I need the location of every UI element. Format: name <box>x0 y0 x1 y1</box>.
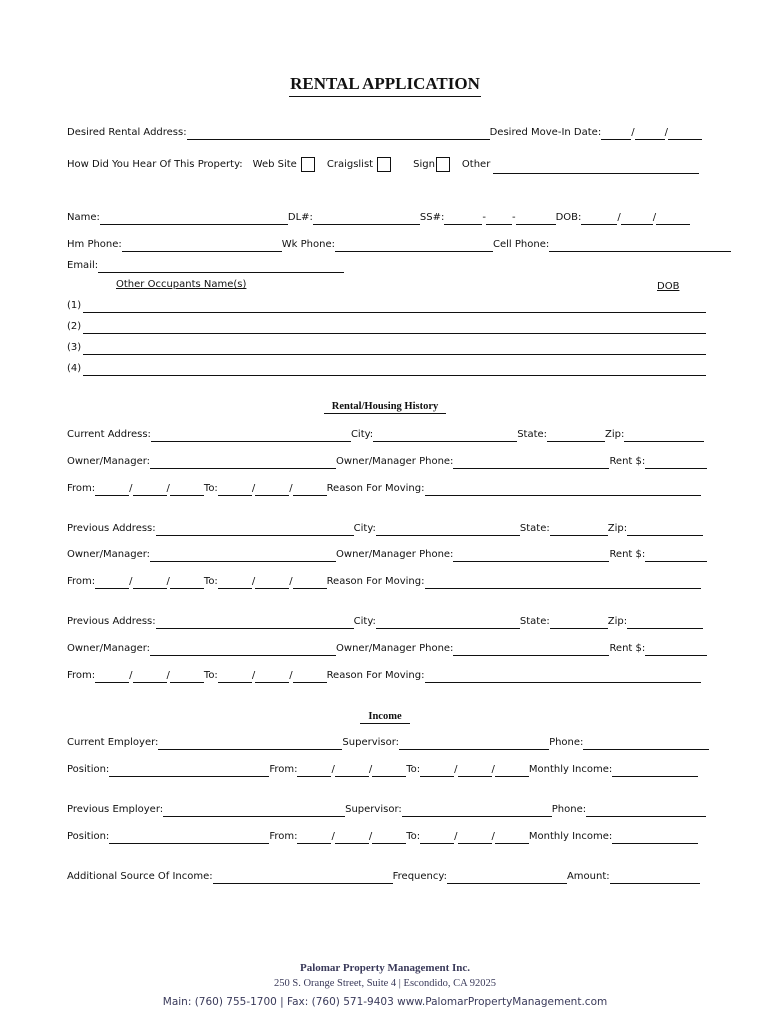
email-field[interactable] <box>98 260 344 273</box>
from-year-field[interactable] <box>170 576 204 589</box>
rent-label: Rent $: <box>609 549 646 560</box>
previous-employer-label: Previous Employer: <box>67 804 164 815</box>
from-month-field[interactable] <box>95 483 129 496</box>
cell-phone-field[interactable] <box>549 239 731 252</box>
to-year-field[interactable] <box>495 764 529 777</box>
previous-address-row-2 <box>67 615 703 629</box>
from-to-row-3: From: / / To: / / Reason For Moving: <box>67 669 701 683</box>
owner-manager-field[interactable] <box>150 643 336 656</box>
phone-row <box>67 238 731 252</box>
to-day-field[interactable] <box>458 831 492 844</box>
hm-phone-label: Hm Phone: <box>67 239 122 250</box>
reason-label: Reason For Moving: <box>326 483 425 494</box>
occupant-number: (2) <box>67 321 82 332</box>
position-field[interactable] <box>109 764 269 777</box>
current-employer-label: Current Employer: <box>67 737 159 748</box>
owner-manager-phone-label: Owner/Manager Phone: <box>336 643 454 654</box>
dob-label: DOB: <box>555 212 582 223</box>
from-label: From: <box>269 831 298 842</box>
city-label: City: <box>353 523 376 534</box>
dob-year-field[interactable] <box>656 212 690 225</box>
sign-label: Sign <box>413 159 435 170</box>
current-employer-row <box>67 736 709 750</box>
city-label: City: <box>353 616 376 627</box>
supervisor-label: Supervisor: <box>345 804 402 815</box>
phone-label: Phone: <box>549 737 584 748</box>
name-row: Name: DL#: SS#: - - DOB: / / <box>67 211 690 225</box>
previous-address-label: Previous Address: <box>67 616 156 627</box>
from-year-field[interactable] <box>372 764 406 777</box>
from-month-field[interactable] <box>95 576 129 589</box>
from-year-field[interactable] <box>170 670 204 683</box>
ss-part2-field[interactable] <box>486 212 512 225</box>
city-field[interactable] <box>376 523 520 536</box>
additional-income-row <box>67 870 700 884</box>
position-label: Position: <box>67 764 110 775</box>
wk-phone-label: Wk Phone: <box>281 239 335 250</box>
occupants-dob-header: DOB <box>657 281 680 292</box>
owner-manager-phone-label: Owner/Manager Phone: <box>336 549 454 560</box>
move-in-year-field[interactable] <box>668 127 702 140</box>
supervisor-field[interactable] <box>399 737 549 750</box>
from-day-field[interactable] <box>335 831 369 844</box>
to-day-field[interactable] <box>255 576 289 589</box>
move-in-label: Desired Move-In Date: <box>489 127 602 138</box>
dl-field[interactable] <box>313 212 420 225</box>
reason-field[interactable] <box>425 576 701 589</box>
position-label: Position: <box>67 831 110 842</box>
from-day-field[interactable] <box>133 483 167 496</box>
previous-employer-row <box>67 803 706 817</box>
occupant-row-1 <box>67 299 706 313</box>
frequency-label: Frequency: <box>392 871 447 882</box>
frequency-field[interactable] <box>447 871 567 884</box>
move-in-month-field[interactable] <box>601 127 631 140</box>
to-label: To: <box>203 483 218 494</box>
from-day-field[interactable] <box>133 576 167 589</box>
current-employer-field[interactable] <box>158 737 342 750</box>
monthly-income-field[interactable] <box>612 764 698 777</box>
monthly-income-field[interactable] <box>612 831 698 844</box>
monthly-income-label: Monthly Income: <box>528 764 613 775</box>
other-field[interactable] <box>493 161 699 174</box>
from-month-field[interactable] <box>297 831 331 844</box>
desired-address-label: Desired Rental Address: <box>67 127 187 138</box>
to-year-field[interactable] <box>495 831 529 844</box>
move-in-day-field[interactable] <box>635 127 665 140</box>
city-label: City: <box>350 429 374 440</box>
occupant-number: (3) <box>67 342 82 353</box>
monthly-income-label: Monthly Income: <box>528 831 613 842</box>
rent-label: Rent $: <box>609 643 646 654</box>
supervisor-label: Supervisor: <box>342 737 400 748</box>
previous-address-field[interactable] <box>156 616 354 629</box>
amount-label: Amount: <box>566 871 610 882</box>
hm-phone-field[interactable] <box>122 239 282 252</box>
desired-address-row: Desired Rental Address: Desired Move-In Date: / / <box>67 126 702 140</box>
phone-field[interactable] <box>583 737 709 750</box>
from-day-field[interactable] <box>335 764 369 777</box>
owner-row-3 <box>67 642 707 656</box>
from-month-field[interactable] <box>297 764 331 777</box>
desired-address-field[interactable] <box>187 127 490 140</box>
ss-part3-field[interactable] <box>516 212 556 225</box>
occupant-row-4 <box>67 362 706 376</box>
rent-field[interactable] <box>645 549 707 562</box>
from-year-field[interactable] <box>170 483 204 496</box>
to-day-field[interactable] <box>255 670 289 683</box>
additional-income-field[interactable] <box>213 871 393 884</box>
position-row-1: Position: From: / / To: / / Monthly Income: <box>67 763 698 777</box>
other-label: Other <box>461 159 491 170</box>
owner-manager-phone-label: Owner/Manager Phone: <box>336 456 454 467</box>
hear-label: How Did You Hear Of This Property: <box>67 159 243 170</box>
zip-field[interactable] <box>624 429 704 442</box>
to-year-field[interactable] <box>293 670 327 683</box>
owner-row-1 <box>67 455 707 469</box>
from-to-row-2: From: / / To: / / Reason For Moving: <box>67 575 701 589</box>
city-field[interactable] <box>376 616 520 629</box>
to-day-field[interactable] <box>255 483 289 496</box>
reason-field[interactable] <box>425 483 701 496</box>
company-name: Palomar Property Management Inc. <box>299 962 471 974</box>
ss-label: SS#: <box>419 212 445 223</box>
state-label: State: <box>517 429 548 440</box>
from-day-field[interactable] <box>133 670 167 683</box>
to-month-field[interactable] <box>218 670 252 683</box>
owner-row-2 <box>67 548 707 562</box>
state-field[interactable] <box>550 523 608 536</box>
supervisor-field[interactable] <box>402 804 552 817</box>
zip-label: Zip: <box>607 523 628 534</box>
wk-phone-field[interactable] <box>335 239 493 252</box>
state-field[interactable] <box>550 616 608 629</box>
owner-manager-label: Owner/Manager: <box>67 643 151 654</box>
amount-field[interactable] <box>610 871 700 884</box>
phone-label: Phone: <box>551 804 587 815</box>
hear-row <box>67 156 699 174</box>
email-label: Email: <box>67 260 99 271</box>
from-year-field[interactable] <box>372 831 406 844</box>
from-label: From: <box>67 670 96 681</box>
cell-phone-label: Cell Phone: <box>493 239 550 250</box>
current-address-row <box>67 428 704 442</box>
to-month-field[interactable] <box>420 831 454 844</box>
web-site-label: Web Site <box>252 159 297 170</box>
to-month-field[interactable] <box>218 576 252 589</box>
reason-field[interactable] <box>425 670 701 683</box>
zip-label: Zip: <box>607 616 628 627</box>
form-title: RENTAL APPLICATION <box>0 74 770 97</box>
owner-manager-label: Owner/Manager: <box>67 549 151 560</box>
state-label: State: <box>519 523 550 534</box>
state-field[interactable] <box>547 429 605 442</box>
previous-address-field[interactable] <box>156 523 354 536</box>
owner-manager-field[interactable] <box>150 549 336 562</box>
owner-manager-label: Owner/Manager: <box>67 456 151 467</box>
occupant-row-2 <box>67 320 706 334</box>
occupant-field-2[interactable] <box>83 321 706 334</box>
to-month-field[interactable] <box>218 483 252 496</box>
owner-manager-field[interactable] <box>150 456 336 469</box>
additional-income-label: Additional Source Of Income: <box>67 871 213 882</box>
name-label: Name: <box>67 212 100 223</box>
dob-day-field[interactable] <box>621 212 653 225</box>
occupant-row-3 <box>67 341 706 355</box>
to-month-field[interactable] <box>420 764 454 777</box>
from-to-row-1: From: / / To: / / Reason For Moving: <box>67 482 701 496</box>
to-label: To: <box>406 831 421 842</box>
occupant-number: (1) <box>67 300 82 311</box>
position-row-2: Position: From: / / To: / / Monthly Income: <box>67 830 698 844</box>
current-address-label: Current Address: <box>67 429 151 440</box>
company-contact: Main: (760) 755-1700 | Fax: (760) 571-9403 www.PalomarPropertyManagement.com <box>162 996 608 1008</box>
city-field[interactable] <box>373 429 517 442</box>
name-field[interactable] <box>100 212 288 225</box>
current-address-field[interactable] <box>151 429 351 442</box>
phone-field[interactable] <box>586 804 706 817</box>
craigslist-label: Craigslist <box>326 159 374 170</box>
to-year-field[interactable] <box>293 483 327 496</box>
from-month-field[interactable] <box>95 670 129 683</box>
from-label: From: <box>269 764 298 775</box>
to-day-field[interactable] <box>458 764 492 777</box>
dob-month-field[interactable] <box>581 212 617 225</box>
reason-label: Reason For Moving: <box>326 576 425 587</box>
previous-address-label: Previous Address: <box>67 523 156 534</box>
occupants-header: Other Occupants Name(s) <box>116 279 247 290</box>
occupant-field-4[interactable] <box>83 363 706 376</box>
owner-manager-phone-field[interactable] <box>453 643 609 656</box>
previous-employer-field[interactable] <box>163 804 345 817</box>
occupant-field-1[interactable] <box>83 300 706 313</box>
email-row <box>67 259 344 273</box>
income-section-title: Income <box>0 711 770 724</box>
zip-field[interactable] <box>627 616 703 629</box>
dl-label: DL#: <box>287 212 313 223</box>
reason-label: Reason For Moving: <box>326 670 425 681</box>
web-site-checkbox[interactable] <box>301 157 315 172</box>
owner-manager-phone-field[interactable] <box>453 549 609 562</box>
previous-address-row-1 <box>67 522 703 536</box>
rent-field[interactable] <box>645 456 707 469</box>
craigslist-checkbox[interactable] <box>377 157 391 172</box>
rent-field[interactable] <box>645 643 707 656</box>
occupant-field-3[interactable] <box>83 342 706 355</box>
position-field[interactable] <box>109 831 269 844</box>
to-year-field[interactable] <box>293 576 327 589</box>
to-label: To: <box>203 670 218 681</box>
ss-part1-field[interactable] <box>444 212 482 225</box>
rent-label: Rent $: <box>609 456 646 467</box>
from-label: From: <box>67 576 96 587</box>
owner-manager-phone-field[interactable] <box>453 456 609 469</box>
zip-label: Zip: <box>605 429 625 440</box>
history-section-title: Rental/Housing History <box>0 401 770 414</box>
company-address: 250 S. Orange Street, Suite 4 | Escondido, CA 92025 <box>273 978 496 989</box>
sign-checkbox[interactable] <box>436 157 450 172</box>
state-label: State: <box>519 616 550 627</box>
to-label: To: <box>406 764 421 775</box>
zip-field[interactable] <box>627 523 703 536</box>
from-label: From: <box>67 483 96 494</box>
to-label: To: <box>203 576 218 587</box>
occupant-number: (4) <box>67 363 82 374</box>
